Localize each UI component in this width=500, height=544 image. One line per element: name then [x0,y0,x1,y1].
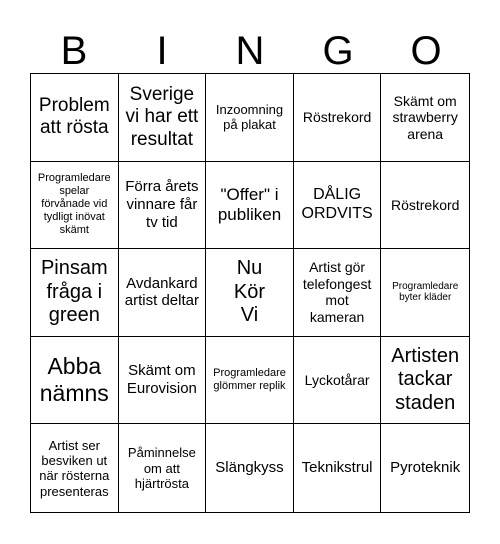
header-letter-n: N [235,29,265,73]
bingo-cell[interactable]: Abba nämns [31,337,119,425]
bingo-cell[interactable]: Påminnelse om att hjärtrösta [119,424,207,512]
bingo-cell[interactable]: Programledare byter kläder [381,249,469,337]
header-letter-i: I [156,29,168,73]
header-letter-o: O [410,29,442,73]
bingo-cell[interactable]: Lyckotårar [294,337,382,425]
bingo-cell[interactable]: Skämt om Eurovision [119,337,207,425]
bingo-cell[interactable]: Artist ser besviken ut när rösterna presenteras [31,424,119,512]
bingo-cell[interactable]: Programledare glömmer replik [206,337,294,425]
bingo-cell[interactable]: Problem att rösta [31,74,119,162]
bingo-cell[interactable]: Avdankard artist deltar [119,249,207,337]
bingo-cell[interactable]: Sverige vi har ett resultat [119,74,207,162]
bingo-header [30,28,470,74]
bingo-cell[interactable]: Programledare spelar förvånade vid tydligt inövat skämt [31,162,119,250]
bingo-grid [30,73,470,513]
bingo-cell[interactable]: Artisten tackar staden [381,337,469,425]
bingo-cell[interactable]: Förra årets vinnare får tv tid [119,162,207,250]
bingo-cell[interactable]: Artist gör telefongest mot kameran [294,249,382,337]
bingo-cell[interactable]: Inzoomning på plakat [206,74,294,162]
bingo-cell[interactable]: DÅLIG ORDVITS [294,162,382,250]
bingo-cell[interactable]: Pyroteknik [390,459,461,477]
header-letter-g: G [322,29,354,73]
header-letter-b: B [60,29,88,73]
bingo-cell[interactable]: "Offer" i publiken [206,162,294,250]
bingo-cell[interactable]: Röstrekord [381,162,469,250]
bingo-cell[interactable]: Skämt om strawberry arena [381,74,469,162]
bingo-cell[interactable]: Pinsam fråga i green [31,249,119,337]
bingo-cell[interactable]: Röstrekord [294,74,382,162]
bingo-cell[interactable]: Slängkyss [206,424,294,512]
bingo-cell[interactable]: Nu Kör Vi [206,249,294,337]
bingo-cell[interactable]: Teknikstrul [294,424,382,512]
